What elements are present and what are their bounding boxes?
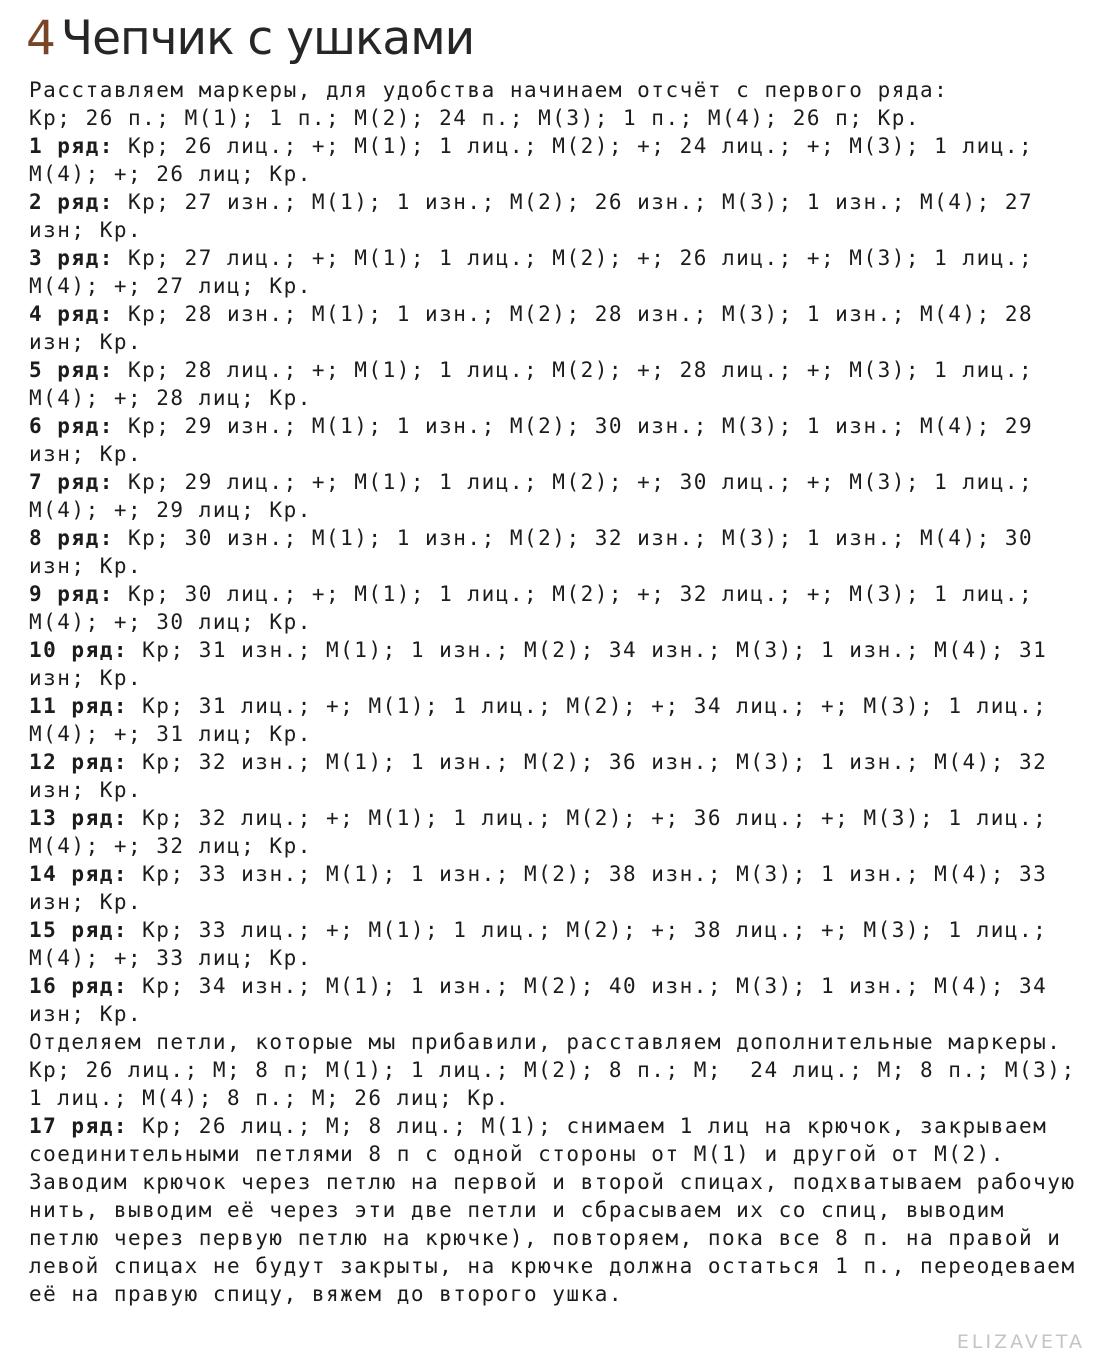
row-label: 1 ряд: <box>29 134 114 158</box>
row-text: Кр; 33 изн.; М(1); 1 изн.; М(2); 38 изн.; М(3); 1 изн.; М(4); 33 изн; Кр. <box>29 862 1062 914</box>
row-text: Кр; 28 изн.; М(1); 1 изн.; М(2); 28 изн.; М(3); 1 изн.; М(4); 28 изн; Кр. <box>29 302 1048 354</box>
row-text: Кр; 29 изн.; М(1); 1 изн.; М(2); 30 изн.; М(3); 1 изн.; М(4); 29 изн; Кр. <box>29 414 1048 466</box>
row-label: 5 ряд: <box>29 358 114 382</box>
row-8 <box>29 524 1079 580</box>
row-9 <box>29 580 1079 636</box>
row-12 <box>29 748 1079 804</box>
row-text: Кр; 29 лиц.; +; М(1); 1 лиц.; М(2); +; 30 лиц.; +; М(3); 1 лиц.; М(4); +; 29 лиц; Кр. <box>29 470 1048 522</box>
row-label: 14 ряд: <box>29 862 129 886</box>
row-text: Кр; 33 лиц.; +; М(1); 1 лиц.; М(2); +; 38 лиц.; +; М(3); 1 лиц.; М(4); +; 33 лиц; Кр. <box>29 918 1062 970</box>
row-label: 9 ряд: <box>29 582 114 606</box>
section-number: 4 <box>26 11 55 66</box>
row-label: 2 ряд: <box>29 190 114 214</box>
row-label: 10 ряд: <box>29 638 129 662</box>
row-10 <box>29 636 1079 692</box>
row-2 <box>29 188 1079 244</box>
row-label: 15 ряд: <box>29 918 129 942</box>
row-label: 17 ряд: <box>29 1114 129 1138</box>
row-text: Кр; 26 лиц.; М; 8 лиц.; М(1); снимаем 1 лиц на крючок, закрываем соединительными петлями 8 п с одной стороны от М(1) и другой от М(2). <box>29 1114 1062 1166</box>
watermark: ELIZAVETA <box>956 1331 1085 1353</box>
row-1 <box>29 132 1079 188</box>
row-text: Кр; 26 лиц.; +; М(1); 1 лиц.; М(2); +; 24 лиц.; +; М(3); 1 лиц.; М(4); +; 26 лиц; Кр. <box>29 134 1048 186</box>
row-17 <box>29 1112 1079 1168</box>
row-label: 16 ряд: <box>29 974 129 998</box>
pattern-instructions <box>29 76 1090 1308</box>
row-text: Кр; 30 лиц.; +; М(1); 1 лиц.; М(2); +; 32 лиц.; +; М(3); 1 лиц.; М(4); +; 30 лиц; Кр. <box>29 582 1048 634</box>
row-text: Кр; 27 лиц.; +; М(1); 1 лиц.; М(2); +; 26 лиц.; +; М(3); 1 лиц.; М(4); +; 27 лиц; Кр. <box>29 246 1048 298</box>
row-3 <box>29 244 1079 300</box>
closing-text: Заводим крючок через петлю на первой и второй спицах, подхватываем рабочую нить, выводим её через эти две петли и сбрасываем их со спиц, выводим петлю через первую петлю на крючке), повторяем, пока все 8 п. на правой и левой спицах не будут закрыты, на крючке должна остаться 1 п., переодеваем её на правую спицу, вяжем до второго ушка. <box>29 1170 1090 1306</box>
row-label: 6 ряд: <box>29 414 114 438</box>
row-5 <box>29 356 1079 412</box>
row-label: 8 ряд: <box>29 526 114 550</box>
row-label: 11 ряд: <box>29 694 129 718</box>
row-14 <box>29 860 1079 916</box>
row-label: 3 ряд: <box>29 246 114 270</box>
markers-line: Кр; 26 п.; М(1); 1 п.; М(2); 24 п.; М(3); 1 п.; М(4); 26 п; Кр. <box>29 106 921 130</box>
row-text: Кр; 34 изн.; М(1); 1 изн.; М(2); 40 изн.; М(3); 1 изн.; М(4); 34 изн; Кр. <box>29 974 1062 1026</box>
row-text: Кр; 31 изн.; М(1); 1 изн.; М(2); 34 изн.; М(3); 1 изн.; М(4); 31 изн; Кр. <box>29 638 1062 690</box>
section-title: Чепчик с ушками <box>60 11 475 66</box>
row-13 <box>29 804 1079 860</box>
row-label: 12 ряд: <box>29 750 129 774</box>
row-15 <box>29 916 1079 972</box>
page-title <box>26 6 474 72</box>
row-text: Кр; 31 лиц.; +; М(1); 1 лиц.; М(2); +; 34 лиц.; +; М(3); 1 лиц.; М(4); +; 31 лиц; Кр. <box>29 694 1062 746</box>
row-text: Кр; 32 изн.; М(1); 1 изн.; М(2); 36 изн.; М(3); 1 изн.; М(4); 32 изн; Кр. <box>29 750 1062 802</box>
row-7 <box>29 468 1079 524</box>
row-6 <box>29 412 1079 468</box>
row-text: Кр; 28 лиц.; +; М(1); 1 лиц.; М(2); +; 28 лиц.; +; М(3); 1 лиц.; М(4); +; 28 лиц; Кр. <box>29 358 1048 410</box>
row-label: 7 ряд: <box>29 470 114 494</box>
row-label: 4 ряд: <box>29 302 114 326</box>
row-text: Кр; 27 изн.; М(1); 1 изн.; М(2); 26 изн.; М(3); 1 изн.; М(4); 27 изн; Кр. <box>29 190 1048 242</box>
row-11 <box>29 692 1079 748</box>
separate-text: Отделяем петли, которые мы прибавили, расставляем дополнительные маркеры. <box>29 1030 1062 1054</box>
row-label: 13 ряд: <box>29 806 129 830</box>
row-4 <box>29 300 1079 356</box>
markers-line-2: Кр; 26 лиц.; М; 8 п; М(1); 1 лиц.; М(2); 8 п.; М; 24 лиц.; М; 8 п.; М(3); 1 лиц.; М(4); 8 п.; М; 26 лиц; Кр. <box>29 1058 1090 1110</box>
row-text: Кр; 30 изн.; М(1); 1 изн.; М(2); 32 изн.; М(3); 1 изн.; М(4); 30 изн; Кр. <box>29 526 1048 578</box>
intro-text: Расставляем маркеры, для удобства начинаем отсчёт с первого ряда: <box>29 78 949 102</box>
row-text: Кр; 32 лиц.; +; М(1); 1 лиц.; М(2); +; 36 лиц.; +; М(3); 1 лиц.; М(4); +; 32 лиц; Кр. <box>29 806 1062 858</box>
row-16 <box>29 972 1079 1028</box>
